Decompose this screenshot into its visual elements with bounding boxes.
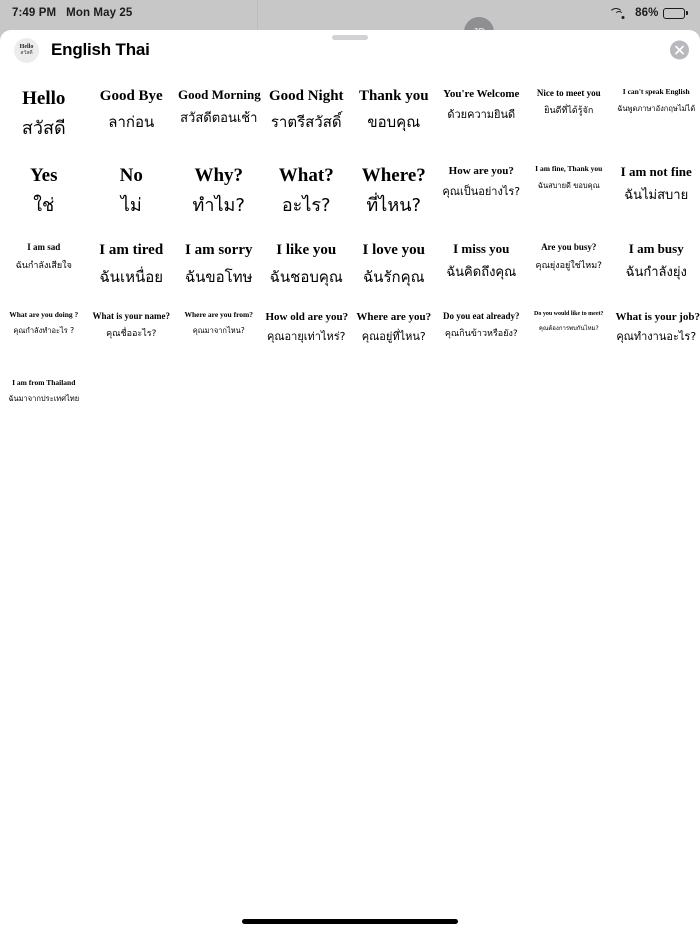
phrase-card[interactable] (88, 74, 176, 143)
phrase-row (0, 151, 700, 228)
phrase-thai: คุณอยู่ที่ไหน? (361, 330, 426, 344)
phrase-thai: ฉันชอบคุณ (269, 267, 343, 286)
status-bar (0, 0, 700, 26)
phrase-english: Where are you from? (184, 309, 254, 319)
phrase-thai: ฉันไม่สบาย (624, 188, 689, 204)
phrase-english: I love you (362, 242, 425, 259)
phrase-thai: ฉันเหนื่อย (99, 267, 164, 286)
phrase-card[interactable] (88, 151, 176, 228)
phrase-row (0, 228, 700, 297)
app-icon-line1: Hello (19, 44, 34, 51)
phrase-card[interactable] (88, 228, 176, 297)
phrase-card[interactable] (350, 297, 438, 365)
status-time: 7:49 PM (12, 7, 57, 19)
phrase-english: What is your job? (615, 310, 700, 323)
phrase-thai: ไม่ (120, 194, 142, 216)
phrase-thai: คุณกินข้าวหรือยัง? (444, 329, 518, 340)
phrase-card[interactable] (613, 151, 700, 219)
phrase-english: I am not fine (620, 164, 692, 180)
phrase-card[interactable] (438, 228, 526, 296)
phrase-english: Why? (194, 165, 244, 187)
phrase-english: Good Night (268, 88, 344, 104)
phrase-card[interactable] (613, 74, 700, 142)
phrase-english: Do you would like to meet? (534, 310, 604, 317)
phrase-english: Are you busy? (541, 242, 597, 253)
phrase-english: I am busy (628, 241, 684, 257)
phrase-english: What are you doing ? (9, 309, 79, 319)
phrase-english: I am from Thailand (12, 377, 76, 387)
phrase-card[interactable] (175, 151, 263, 228)
app-icon-line2: สวัสดี (20, 49, 33, 56)
phrase-english: Thank you (358, 88, 429, 104)
phrase-card[interactable] (175, 74, 263, 142)
phrase-card[interactable] (175, 228, 263, 297)
phrase-english: I am fine, Thank you (535, 164, 603, 174)
phrase-thai: คุณเป็นอย่างไร? (442, 184, 521, 198)
phrase-thai: สวัสดี (21, 117, 66, 139)
phrase-card[interactable] (525, 297, 613, 365)
phrase-english: I can't speak English (622, 87, 690, 96)
phrase-english: I am tired (99, 242, 164, 259)
phrase-thai: สวัสดีตอนเช้า (180, 110, 258, 126)
sheet-header (0, 30, 700, 70)
phrase-thai: คุณชื่ออะไร? (106, 329, 157, 340)
phrase-card[interactable] (438, 151, 526, 219)
phrase-english: What? (278, 165, 334, 187)
phrase-english: What is your name? (92, 310, 171, 321)
phrase-thai: ฉันคิดถึงคุณ (446, 265, 517, 281)
wifi-icon (616, 8, 630, 19)
phrase-english: I like you (276, 242, 337, 259)
phrase-english: How old are you? (265, 310, 349, 323)
phrase-english: How are you? (448, 165, 514, 178)
phrase-english: Where are you? (356, 310, 432, 323)
phrase-thai: ราตรีสวัสดิ์ (270, 113, 342, 132)
phrase-english: You're Welcome (443, 88, 520, 100)
phrase-english: No (119, 165, 143, 187)
phrase-thai: ขอบคุณ (367, 113, 421, 132)
phrase-english: I miss you (453, 241, 510, 257)
phrase-card[interactable] (263, 151, 351, 228)
phrase-card[interactable] (0, 297, 88, 365)
phrase-card[interactable] (0, 74, 88, 151)
phrase-card[interactable] (0, 365, 88, 433)
phrase-thai: คุณอายุเท่าไหร่? (266, 330, 346, 344)
phrase-english: Hello (22, 88, 66, 109)
phrase-thai: ฉันรักคุณ (362, 267, 425, 286)
phrase-thai: ที่ไหน? (366, 194, 422, 216)
phrase-card[interactable] (263, 74, 351, 143)
phrase-card[interactable] (525, 151, 613, 219)
app-icon (14, 38, 39, 63)
phrase-english: Do you eat already? (442, 310, 520, 321)
close-icon (675, 46, 684, 55)
phrase-thai: ฉันกำลังเสียใจ (15, 260, 72, 271)
phrase-card[interactable] (438, 74, 526, 142)
phrase-card[interactable] (350, 151, 438, 228)
phrase-card[interactable] (613, 228, 700, 296)
status-date: Mon May 25 (66, 7, 133, 19)
phrase-thai: ยินดีที่ได้รู้จัก (544, 106, 594, 117)
status-bar-left (12, 7, 132, 19)
phrase-row (0, 297, 700, 365)
page-title: English Thai (51, 40, 150, 59)
phrase-thai: คุณต้องการพบกันไหม? (538, 324, 599, 332)
phrase-english: Good Bye (99, 88, 163, 104)
home-indicator (242, 919, 458, 924)
phrase-english: I am sorry (185, 242, 253, 259)
phrase-thai: คุณกำลังทำอะไร ? (13, 326, 75, 336)
phrase-thai: ฉันกำลังยุ่ง (625, 265, 687, 281)
phrase-english: Good Morning (178, 87, 261, 102)
phrase-card[interactable] (438, 297, 526, 365)
phrase-row (0, 365, 700, 433)
phrase-grid (0, 70, 700, 433)
close-button[interactable] (670, 41, 689, 60)
phrase-card[interactable] (263, 228, 351, 297)
phrase-card[interactable] (175, 297, 263, 365)
phrase-card[interactable] (88, 297, 176, 365)
phrase-english: I am sad (27, 242, 61, 253)
modal-sheet (0, 30, 700, 934)
phrase-thai: ทำไม? (192, 194, 245, 216)
phrase-thai: คุณยุ่งอยู่ใช่ไหม? (535, 260, 602, 271)
phrase-thai: ด้วยความยินดี (447, 107, 516, 121)
phrase-thai: ใช่ (33, 194, 55, 216)
phrase-thai: ฉันสบายดี ขอบคุณ (537, 180, 600, 190)
phrase-card[interactable] (0, 151, 88, 228)
phrase-card[interactable] (525, 228, 613, 296)
phrase-row (0, 74, 700, 151)
phrase-card[interactable] (263, 297, 351, 365)
phrase-thai: อะไร? (281, 194, 331, 216)
phrase-card[interactable] (525, 74, 613, 142)
phrase-english: Where? (361, 165, 426, 187)
phrase-thai: ฉันขอโทษ (184, 267, 253, 286)
phrase-card[interactable] (613, 297, 700, 365)
phrase-thai: คุณมาจากไหน? (192, 326, 245, 336)
phrase-card[interactable] (350, 228, 438, 297)
phrase-thai: ลาก่อน (108, 113, 155, 132)
phrase-english: Yes (30, 165, 58, 187)
phrase-thai: ฉันพูดภาษาอังกฤษไม่ได้ (617, 103, 696, 113)
status-bar-right (616, 7, 688, 19)
phrase-thai: คุณทำงานอะไร? (616, 330, 697, 344)
phrase-english: Nice to meet you (536, 88, 601, 98)
phrase-card[interactable] (350, 74, 438, 143)
phrase-card[interactable] (0, 228, 88, 296)
phrase-thai: ฉันมาจากประเทศไทย (8, 394, 80, 404)
battery-icon (663, 8, 688, 19)
battery-percent-label: 86% (635, 7, 659, 19)
